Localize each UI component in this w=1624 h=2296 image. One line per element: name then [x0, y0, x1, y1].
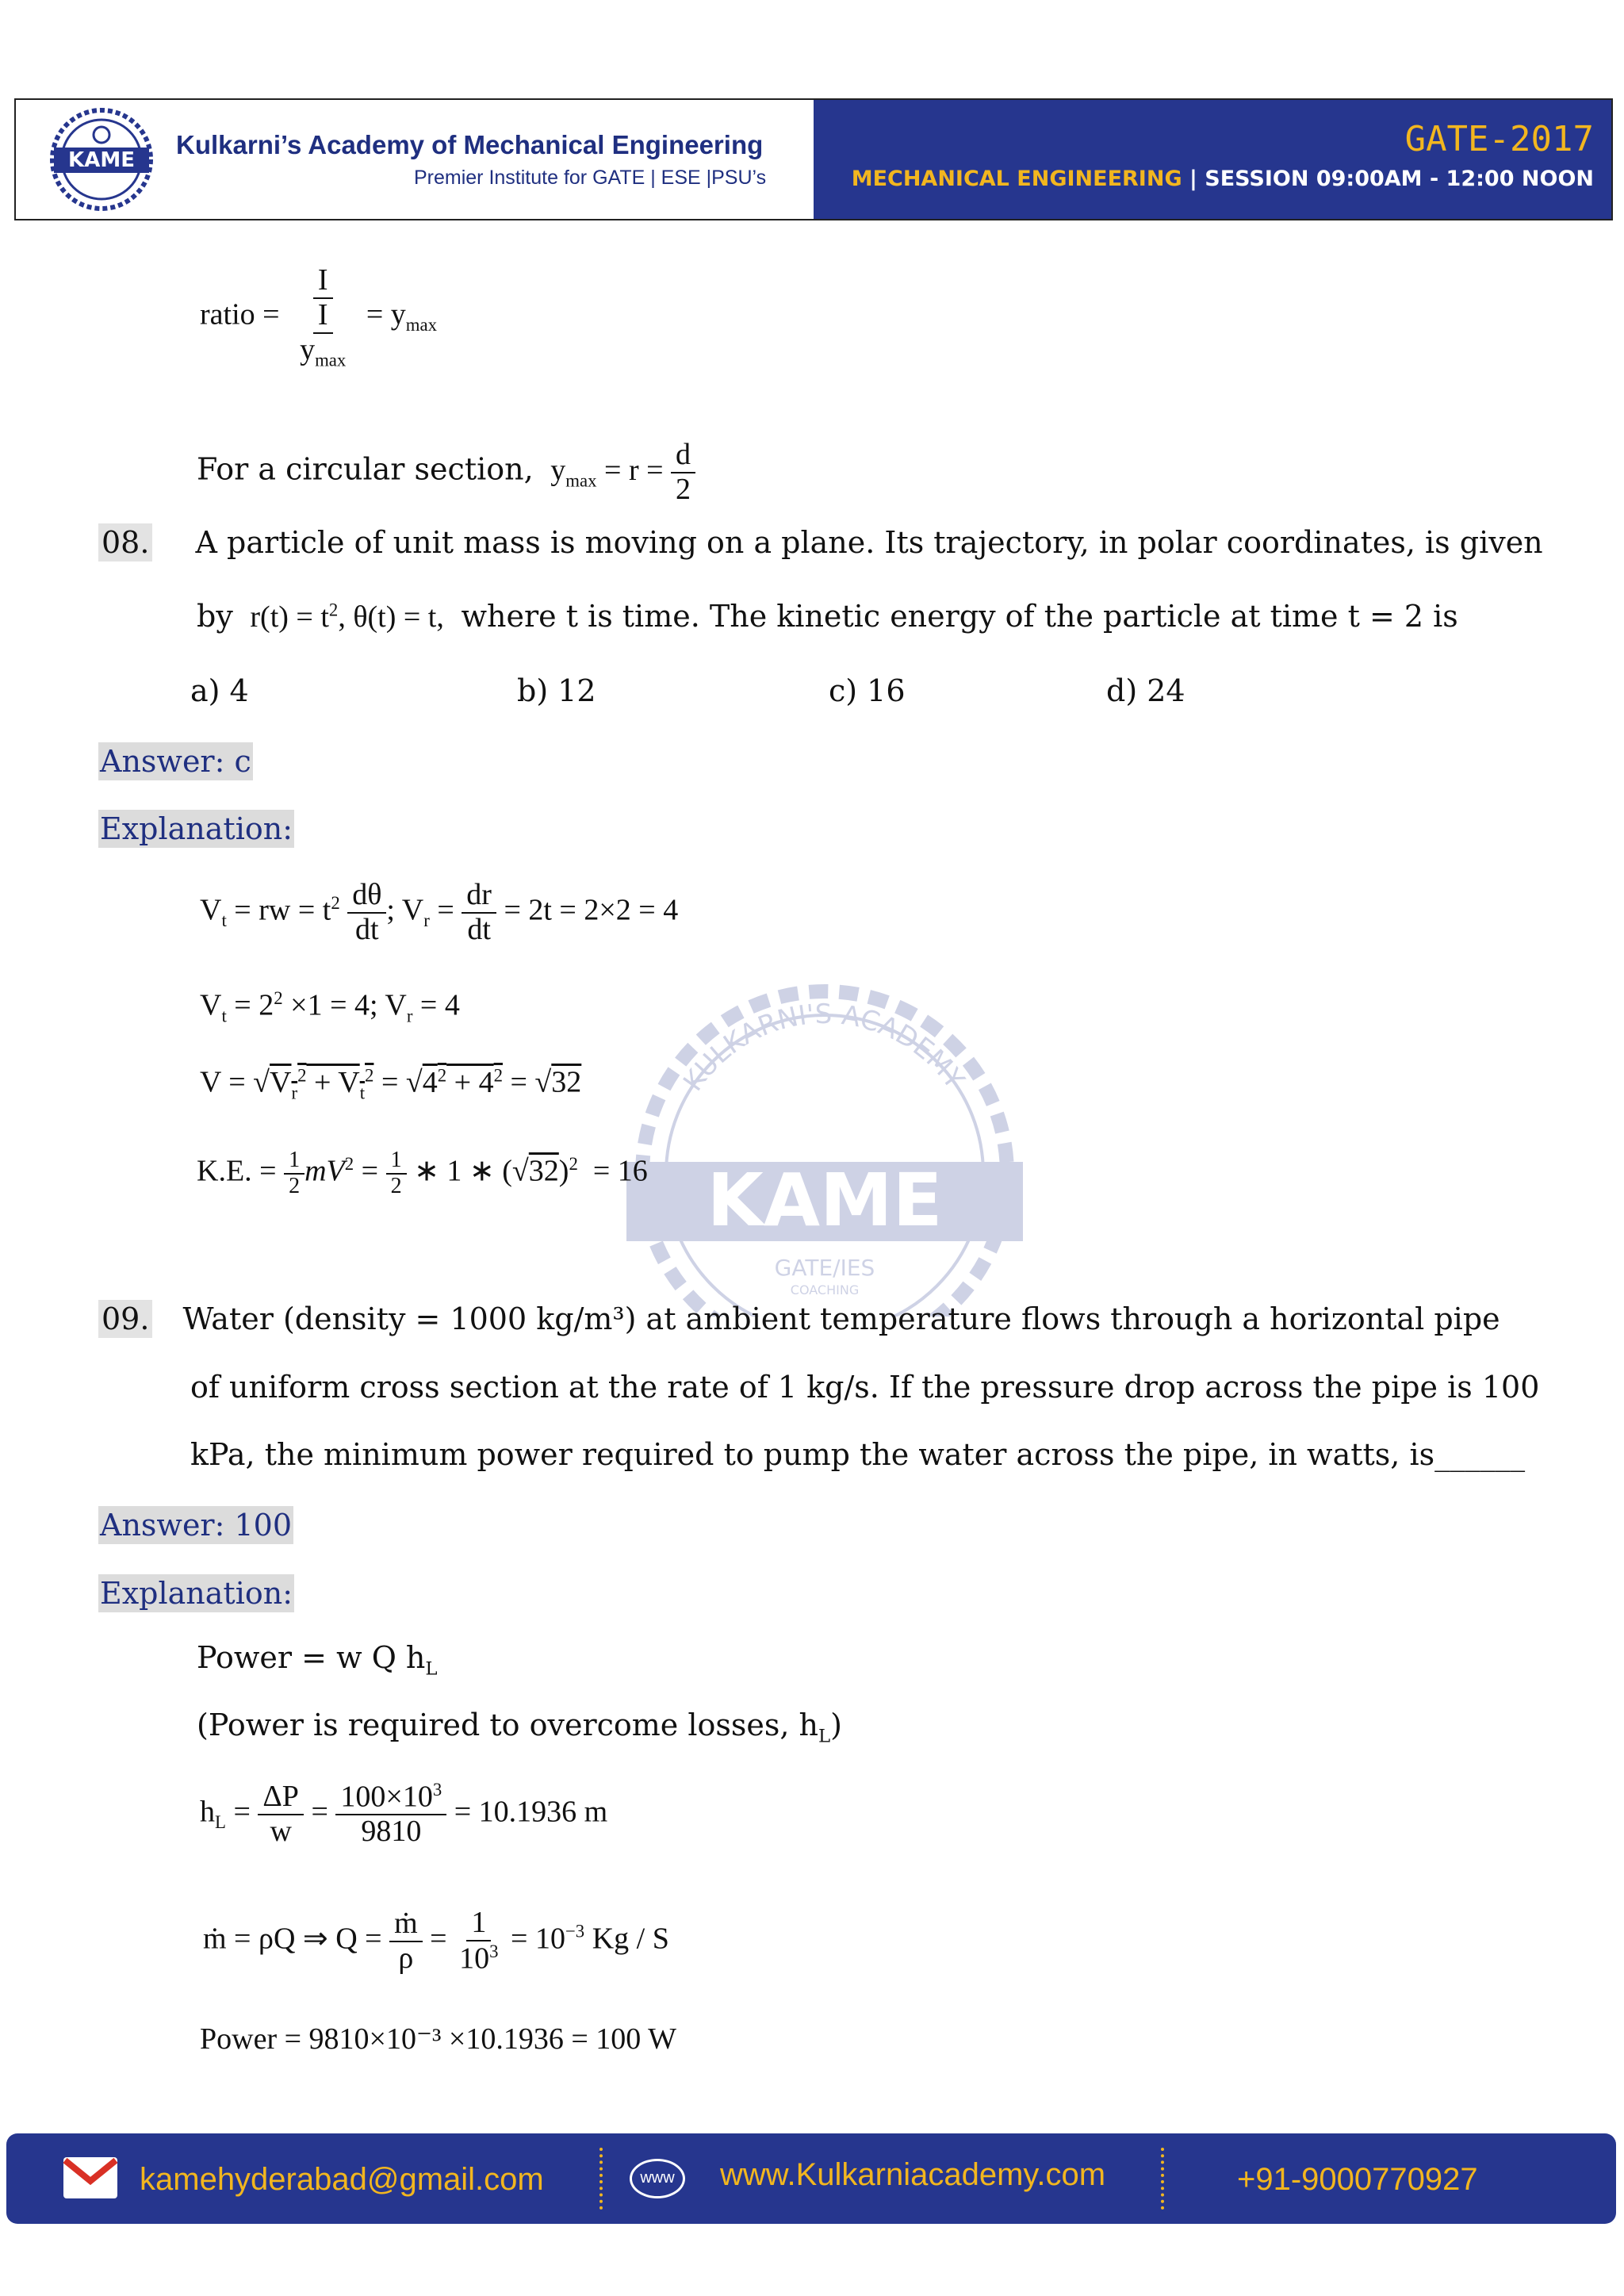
footer-divider — [599, 2148, 603, 2210]
q09-line2: of uniform cross section at the rate of 1 kg/s. If the pressure drop across the pipe is 100 — [190, 1370, 1540, 1405]
footer-website[interactable]: www.Kulkarniacademy.com — [720, 2157, 1106, 2192]
q08-line1: 08. A particle of unit mass is moving on a plane. Its trajectory, in polar coordinates, is given — [98, 527, 1543, 558]
q09-power-result: Power = 9810×10⁻³ ×10.1936 = 100 W — [200, 2022, 676, 2056]
circular-label: For a circular section, — [197, 451, 534, 487]
page-footer — [6, 2133, 1616, 2224]
academy-name: Kulkarni’s Academy of Mechanical Engineering — [176, 130, 764, 159]
q09-answer: Answer: 100 — [100, 1508, 293, 1543]
watermark-logo: KAME — [707, 1158, 943, 1243]
svg-text:KULKARNI'S ACADEMY: KULKARNI'S ACADEMY — [677, 998, 971, 1098]
footer-divider-2 — [1161, 2148, 1164, 2210]
ratio-rhs: = y — [366, 297, 406, 332]
q09-number: 09. — [98, 1300, 152, 1338]
ratio-equation: ratio = $\frac{I}{\frac{I}{y_{max}}}$ = $y_{max}$ — [200, 263, 438, 370]
www-icon: www — [630, 2159, 685, 2198]
watermark-coaching: COACHING — [790, 1282, 860, 1297]
q09-explanation-label: Explanation: — [100, 1576, 293, 1611]
q09-power-note: (Power is required to overcome losses, $h_L$) — [197, 1708, 842, 1747]
q09-line3: kPa, the minimum power required to pump the water across the pipe, in watts, is______ — [190, 1437, 1526, 1472]
circular-section-line: For a circular section, $y_{max} = r$ = $\frac{d}{2}$ — [197, 439, 695, 507]
ke-result: = 16 — [592, 1154, 648, 1188]
page-header — [14, 98, 1613, 220]
q08-line2: by $r(t) = t^2$, θ(t) = t, where t is time. The kinetic energy of the particle at time t = 2 is — [197, 599, 1458, 634]
kame-watermark-icon — [626, 983, 1023, 1317]
q08-option-a: a) 4 — [190, 673, 249, 708]
footer-email[interactable]: kamehyderabad@gmail.com — [140, 2162, 544, 2197]
q08-answer: Answer: c — [100, 744, 251, 779]
kame-logo-icon — [33, 106, 170, 213]
q08-option-c: c) 16 — [829, 673, 906, 708]
header-right-panel — [814, 100, 1611, 219]
exam-title: GATE-2017 — [1404, 119, 1594, 159]
svg-text:KAME: KAME — [68, 148, 135, 172]
q08-option-b: b) 12 — [517, 673, 596, 708]
q09-eq-flow: ṁ = ρQ ⇒ Q = $\frac{\text{ṁ}}{\rho}$ = $\frac{1}{10^3}$ = $10^{-3}$ Kg / S — [203, 1906, 669, 1976]
q08-eq-ke: K.E. = $\frac{1}{2}$ $mV^2$ = $\frac{1}{2}$ ∗ 1 ∗ $(√32)^2 = 16$ — [197, 1148, 648, 1198]
footer-phone[interactable]: +91-9000770927 — [1237, 2162, 1478, 2197]
ratio-label: ratio = — [200, 297, 280, 332]
exam-session — [852, 167, 1594, 191]
q08-eq-velocity: $V_t$ = rw = $t^2$ $\frac{d\theta}{dt}$ ; $V_r$ = $\frac{dr}{dt}$ = 2t = 2×2 = 4 — [200, 878, 679, 946]
q08-eq-values: $V_t = 2^2 \times 1 = 4$; $V_r = 4$ — [200, 988, 460, 1026]
q09-eq-headloss: $h_L$ = $\frac{\Delta P}{w}$ = $\frac{100\times 10^3}{9810}$ = 10.1936 m — [200, 1779, 608, 1849]
q09-power-formula: Power = w Q $h_L$ — [197, 1640, 438, 1680]
branch-name: MECHANICAL ENGINEERING — [851, 167, 1182, 191]
session-time: | SESSION 09:00AM - 12:00 NOON — [1182, 167, 1594, 191]
q09-line1: 09. Water (density = 1000 kg/m³) at ambient temperature flows through a horizontal pipe — [98, 1304, 1500, 1334]
gmail-icon — [62, 2154, 119, 2202]
academy-tagline: Premier Institute for GATE | ESE |PSU’s — [414, 167, 767, 189]
q08-explanation-label: Explanation: — [100, 811, 293, 846]
header-left-panel — [16, 100, 814, 219]
q08-number: 08. — [98, 523, 152, 562]
q08-eq-resultant: $V = √V_r^2 + V_t^2 = √4^2 + 4^2 = √32$ — [200, 1065, 582, 1103]
q08-option-d: d) 24 — [1106, 673, 1185, 708]
watermark-sub: GATE/IES — [774, 1255, 875, 1281]
